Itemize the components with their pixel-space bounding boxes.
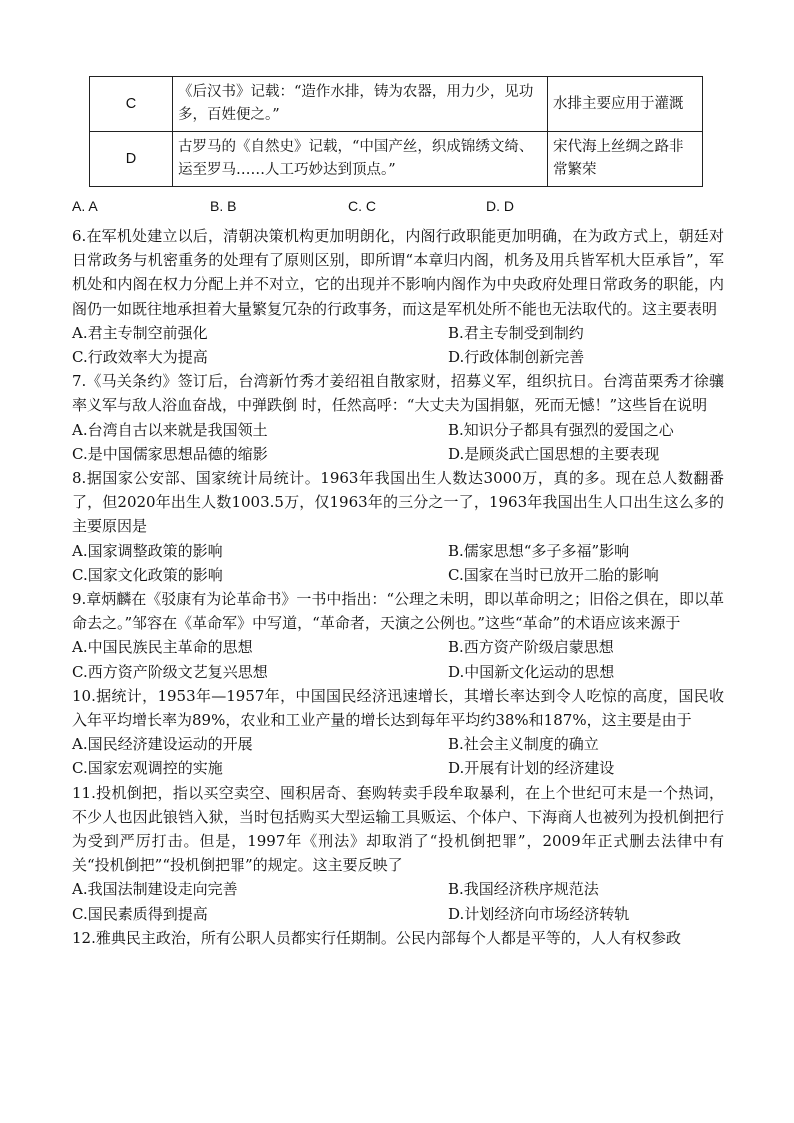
row-label: D bbox=[90, 132, 173, 187]
option-c: C.国民素质得到提高 bbox=[72, 904, 208, 923]
table-row bbox=[90, 77, 703, 132]
question-12-stem: 12.雅典民主政治，所有公职人员都实行任期制。公民内部每个人都是平等的，人人有权参政 bbox=[72, 928, 681, 947]
row-conclusion: 水排主要应用于灌溉 bbox=[548, 77, 703, 132]
row-label: C bbox=[90, 77, 173, 132]
table-row bbox=[90, 132, 703, 187]
option-d: C.国家在当时已放开二胎的影响 bbox=[448, 565, 659, 584]
option-b: B.君主专制受到制约 bbox=[448, 323, 584, 342]
option-b: B.西方资产阶级启蒙思想 bbox=[448, 638, 614, 657]
option-d: D.行政体制创新完善 bbox=[448, 348, 585, 367]
question-10-stem: 10.据统计，1953年—1957年，中国国民经济迅速增长，其增长率达到令人吃惊的高度，国民收入年平均增长率为89%，农业和工业产量的增长达到每年平均约38%和187%，这主要是由于 bbox=[72, 686, 724, 730]
option-d: D.是顾炎武亡国思想的主要表现 bbox=[448, 444, 660, 463]
option-a: A.国家调整政策的影响 bbox=[72, 541, 223, 560]
option-a: A.我国法制建设走向完善 bbox=[72, 880, 238, 899]
option-d: D.开展有计划的经济建设 bbox=[448, 759, 615, 778]
option-c: C. C bbox=[348, 198, 376, 214]
question-9-stem: 9.章炳麟在《驳康有为论革命书》一书中指出：“公理之未明，即以革命明之；旧俗之俱在，即以革命去之。”邹容在《革命军》中写道，“革命者，天演之公例也。”这些“革命”的术语应该来源于 bbox=[72, 590, 724, 633]
option-b: B. B bbox=[210, 198, 237, 214]
question-11-stem: 11.投机倒把，指以买空卖空、囤积居奇、套购转卖手段牟取暴利，在上个世纪可末是一个热词，不少人也因此锒铛入狱，当时包括购买大型运输工具贩运、个体户、下海商人也被列为投机倒把行为受到严厉打击。但是，1997年《刑法》却取消了“投机倒把罪”，2009年正式删去法律中有关“投机倒把”“投机倒把罪”的规定。这主要反映了 bbox=[72, 783, 724, 875]
question-11-options bbox=[72, 877, 724, 925]
question-7-options bbox=[72, 418, 724, 466]
option-a: A. A bbox=[72, 198, 98, 214]
option-b: B.儒家思想“多子多福”影响 bbox=[448, 541, 630, 560]
option-c: C.西方资产阶级文艺复兴思想 bbox=[72, 662, 268, 681]
question-8-stem: 8.据国家公安部、国家统计局统计。1963年我国出生人数达3000万，真的多。现在总人数翻番了，但2020年出生人数1003.5万，仅1963年的三分之一了，1963年我国出生人口出生这么多的主要原因是 bbox=[72, 469, 724, 536]
row-conclusion: 宋代海上丝绸之路非常繁荣 bbox=[548, 132, 703, 187]
option-d: D.中国新文化运动的思想 bbox=[448, 662, 615, 681]
question-5-options bbox=[72, 198, 624, 214]
option-d: D.计划经济向市场经济转轨 bbox=[448, 904, 630, 923]
option-a: A.君主专制空前强化 bbox=[72, 323, 208, 342]
option-a: A.中国民族民主革命的思想 bbox=[72, 638, 253, 657]
option-b: B.社会主义制度的确立 bbox=[448, 735, 599, 754]
option-c: C.是中国儒家思想品德的缩影 bbox=[72, 444, 268, 463]
question-9-options bbox=[72, 635, 724, 683]
row-content: 古罗马的《自然史》记载，“中国产丝，织成锦绣文绮、运至罗马……人工巧妙达到顶点。” bbox=[173, 132, 548, 187]
option-b: B.知识分子都具有强烈的爱国之心 bbox=[448, 420, 674, 439]
question-6-options bbox=[72, 321, 724, 369]
option-c: C.国家宏观调控的实施 bbox=[72, 759, 223, 778]
question-10-options bbox=[72, 732, 724, 780]
option-c: C.国家文化政策的影响 bbox=[72, 565, 223, 584]
option-b: B.我国经济秩序规范法 bbox=[448, 880, 599, 899]
question-8-options bbox=[72, 539, 724, 587]
option-d: D. D bbox=[486, 198, 514, 214]
option-c: C.行政效率大为提高 bbox=[72, 348, 208, 367]
question-5-table bbox=[89, 76, 703, 187]
option-a: A.台湾自古以来就是我国领土 bbox=[72, 420, 268, 439]
option-a: A.国民经济建设运动的开展 bbox=[72, 735, 253, 754]
question-6-stem: 6.在军机处建立以后，清朝决策机构更加明朗化，内阁行政职能更加明确，在为政方式上，朝廷对日常政务与机密重务的处理有了原则区别，即所谓“本章归内阁，机务及用兵皆军机大臣承旨”，军机处和内阁在权力分配上并不对立，它的出现并不影响内阁作为中央政府处理日常政务的职能，内阁仍一如既往地承担着大量繁复冗杂的行政事务，而这是军机处所不能也无法取代的。这主要表明 bbox=[72, 227, 724, 318]
questions-body bbox=[72, 224, 724, 950]
question-7-stem: 7.《马关条约》签订后，台湾新竹秀才姜绍祖自散家财，招募义军，组织抗日。台湾苗栗秀才徐骧率义军与敌人浴血奋战，中弹跌倒 时，任然高呼：“大丈夫为国捐躯，死而无憾！”这些旨在说明 bbox=[72, 372, 724, 415]
row-content: 《后汉书》记载：“造作水排，铸为农器，用力少，见功多，百姓便之。” bbox=[173, 77, 548, 132]
